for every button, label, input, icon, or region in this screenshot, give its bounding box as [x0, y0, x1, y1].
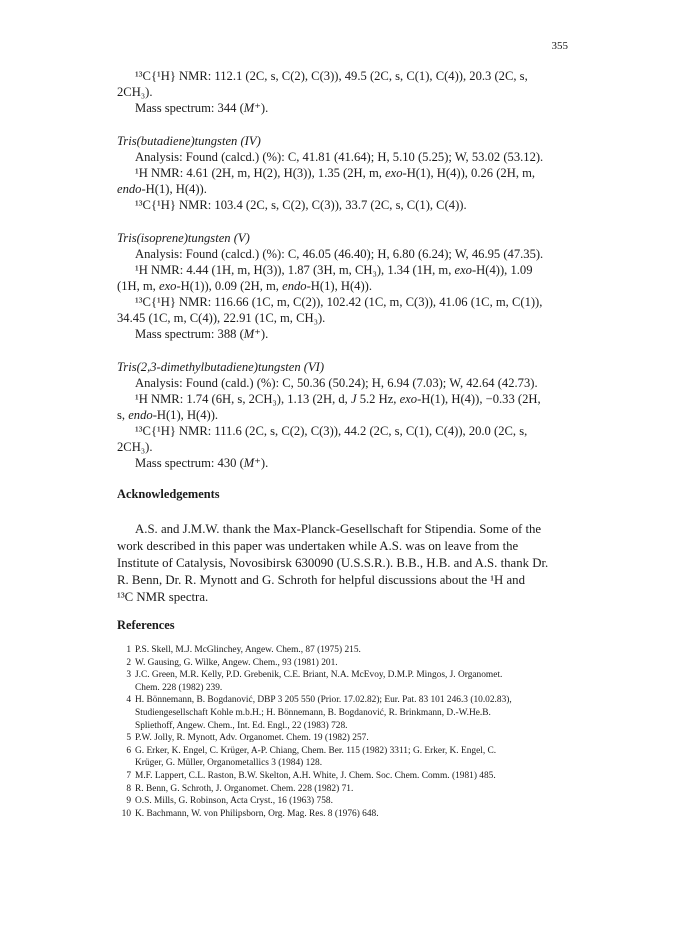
compound-iv-line: endo-H(1), H(4)).: [117, 182, 207, 196]
acknowledgements-section: [117, 486, 585, 502]
reference-item: [117, 732, 585, 745]
compound-iv-title: Tris(butadiene)tungsten (IV): [117, 134, 261, 148]
compound-v-line: ¹H NMR: 4.44 (1H, m, H(3)), 1.87 (3H, m, CH₃), 1.34 (1H, m, exo-H(4)), 1.09: [135, 263, 533, 277]
compound-vi-line: Mass spectrum: 430 (M⁺).: [135, 456, 269, 470]
compound-vi-line: Analysis: Found (cald.) (%): C, 50.36 (50.24); H, 6.94 (7.03); W, 42.64 (42.73).: [135, 376, 538, 390]
references-section: [117, 617, 585, 633]
reference-text: M.F. Lappert, C.L. Raston, B.W. Skelton, A.H. White, J. Chem. Soc. Chem. Comm. (1981) 485.: [135, 770, 496, 781]
reference-item: [117, 694, 585, 707]
compound-iii-mass-spectrum: Mass spectrum: 344 (M⁺).: [135, 101, 269, 115]
reference-text: G. Erker, K. Engel, C. Krüger, A-P. Chiang, Chem. Ber. 115 (1982) 3311; G. Erker, K. Engel, C.: [135, 745, 497, 756]
reference-text: O.S. Mills, G. Robinson, Acta Cryst., 16 (1963) 758.: [135, 796, 333, 807]
compound-vi-line: ¹³C{¹H} NMR: 111.6 (2C, s, C(2), C(3)), 44.2 (2C, s, C(1), C(4)), 20.0 (2C, s,: [135, 424, 528, 438]
reference-item: [117, 783, 585, 796]
compound-iv-line: Analysis: Found (calcd.) (%): C, 41.81 (41.64); H, 5.10 (5.25); W, 53.02 (53.12).: [135, 150, 544, 164]
reference-item: [117, 745, 585, 758]
compound-v-line: ¹³C{¹H} NMR: 116.66 (1C, m, C(2)), 102.42 (1C, m, C(3)), 41.06 (1C, m, C(1)),: [135, 295, 543, 309]
reference-number: 4: [126, 695, 131, 706]
reference-number: 10: [121, 808, 131, 819]
reference-item: [117, 808, 585, 821]
acknowledgements-line: Institute of Catalysis, Novosibirsk 630090 (U.S.S.R.). B.B., H.B. and A.S. thank Dr.: [117, 556, 549, 570]
reference-number: 3: [126, 670, 131, 681]
reference-continuation: Chem. 228 (1982) 239.: [135, 682, 223, 693]
compound-iv-line: ¹³C{¹H} NMR: 103.4 (2C, s, C(2), C(3)), 33.7 (2C, s, C(1), C(4)).: [135, 198, 467, 212]
acknowledgements-heading: Acknowledgements: [117, 487, 220, 501]
reference-text: P.W. Jolly, R. Mynott, Adv. Organomet. Chem. 19 (1982) 257.: [135, 733, 369, 744]
compound-iii-c13-nmr-line2: 2CH₃).: [117, 85, 153, 99]
reference-number: 2: [126, 657, 131, 668]
reference-number: 5: [126, 733, 131, 744]
compound-vi-line: s, endo-H(1), H(4)).: [117, 408, 219, 422]
reference-number: 9: [126, 796, 131, 807]
compound-iv-line: ¹H NMR: 4.61 (2H, m, H(2), H(3)), 1.35 (2H, m, exo-H(1), H(4)), 0.26 (2H, m,: [135, 166, 536, 180]
reference-number: 1: [126, 645, 131, 655]
reference-text: J.C. Green, M.R. Kelly, P.D. Grebenik, C.E. Briant, N.A. McEvoy, D.M.P. Mingos, J. Organomet.: [135, 670, 503, 681]
reference-item: [117, 644, 585, 657]
compound-data-section: [117, 68, 585, 471]
compound-v-line: 34.45 (1C, m, C(4)), 22.91 (1C, m, CH₃).: [117, 311, 326, 325]
compound-vi-line: 2CH₃).: [117, 440, 153, 454]
reference-number: 8: [126, 783, 131, 794]
compound-vi-title: Tris(2,3-dimethylbutadiene)tungsten (VI): [117, 360, 325, 374]
acknowledgements-body: [117, 521, 585, 606]
reference-text: K. Bachmann, W. von Philipsborn, Org. Mag. Res. 8 (1976) 648.: [135, 808, 379, 819]
reference-text: H. Bönnemann, B. Bogdanović, DBP 3 205 550 (Prior. 17.02.82); Eur. Pat. 83 101 246.3 (10.02.83),: [135, 695, 512, 706]
compound-v-line: (1H, m, exo-H(1)), 0.09 (2H, m, endo-H(1), H(4)).: [117, 279, 372, 293]
references-list: [117, 644, 585, 820]
compound-v-line: Analysis: Found (calcd.) (%): C, 46.05 (46.40); H, 6.80 (6.24); W, 46.95 (47.35).: [135, 247, 544, 261]
reference-continuation: Krüger, G. Müller, Organometallics 3 (1984) 128.: [135, 758, 323, 769]
compound-v-title: Tris(isoprene)tungsten (V): [117, 231, 250, 245]
compound-vi-line: ¹H NMR: 1.74 (6H, s, 2CH₃), 1.13 (2H, d, J 5.2 Hz, exo-H(1), H(4)), −0.33 (2H,: [135, 392, 541, 406]
compound-v-line: Mass spectrum: 388 (M⁺).: [135, 327, 269, 341]
reference-continuation: Studiengesellschaft Kohle m.b.H.; H. Bönnemann, B. Bogdanović, R. Brinkmann, D.-W.He.B.: [135, 707, 491, 718]
acknowledgements-line: R. Benn, Dr. R. Mynott and G. Schroth for helpful discussions about the ¹H and: [117, 573, 525, 587]
reference-number: 7: [126, 770, 131, 781]
acknowledgements-line: A.S. and J.M.W. thank the Max-Planck-Gesellschaft for Stipendia. Some of the: [135, 522, 542, 536]
reference-item: [117, 770, 585, 783]
page-number: 355: [551, 40, 568, 52]
compound-iii-c13-nmr-line1: ¹³C{¹H} NMR: 112.1 (2C, s, C(2), C(3)), 49.5 (2C, s, C(1), C(4)), 20.3 (2C, s,: [135, 69, 528, 83]
reference-text: W. Gausing, G. Wilke, Angew. Chem., 93 (1981) 201.: [135, 657, 338, 668]
reference-item: [117, 657, 585, 670]
reference-item: [117, 669, 585, 682]
acknowledgements-line: ¹³C NMR spectra.: [117, 590, 209, 604]
reference-item: [117, 795, 585, 808]
acknowledgements-line: work described in this paper was undertaken while A.S. was on leave from the: [117, 539, 519, 553]
references-heading: References: [117, 618, 175, 632]
reference-text: R. Benn, G. Schroth, J. Organomet. Chem. 228 (1982) 71.: [135, 783, 354, 794]
reference-text: P.S. Skell, M.J. McGlinchey, Angew. Chem., 87 (1975) 215.: [135, 645, 361, 655]
reference-number: 6: [126, 745, 131, 756]
reference-continuation: Spliethoff, Angew. Chem., Int. Ed. Engl., 22 (1983) 728.: [135, 720, 348, 731]
